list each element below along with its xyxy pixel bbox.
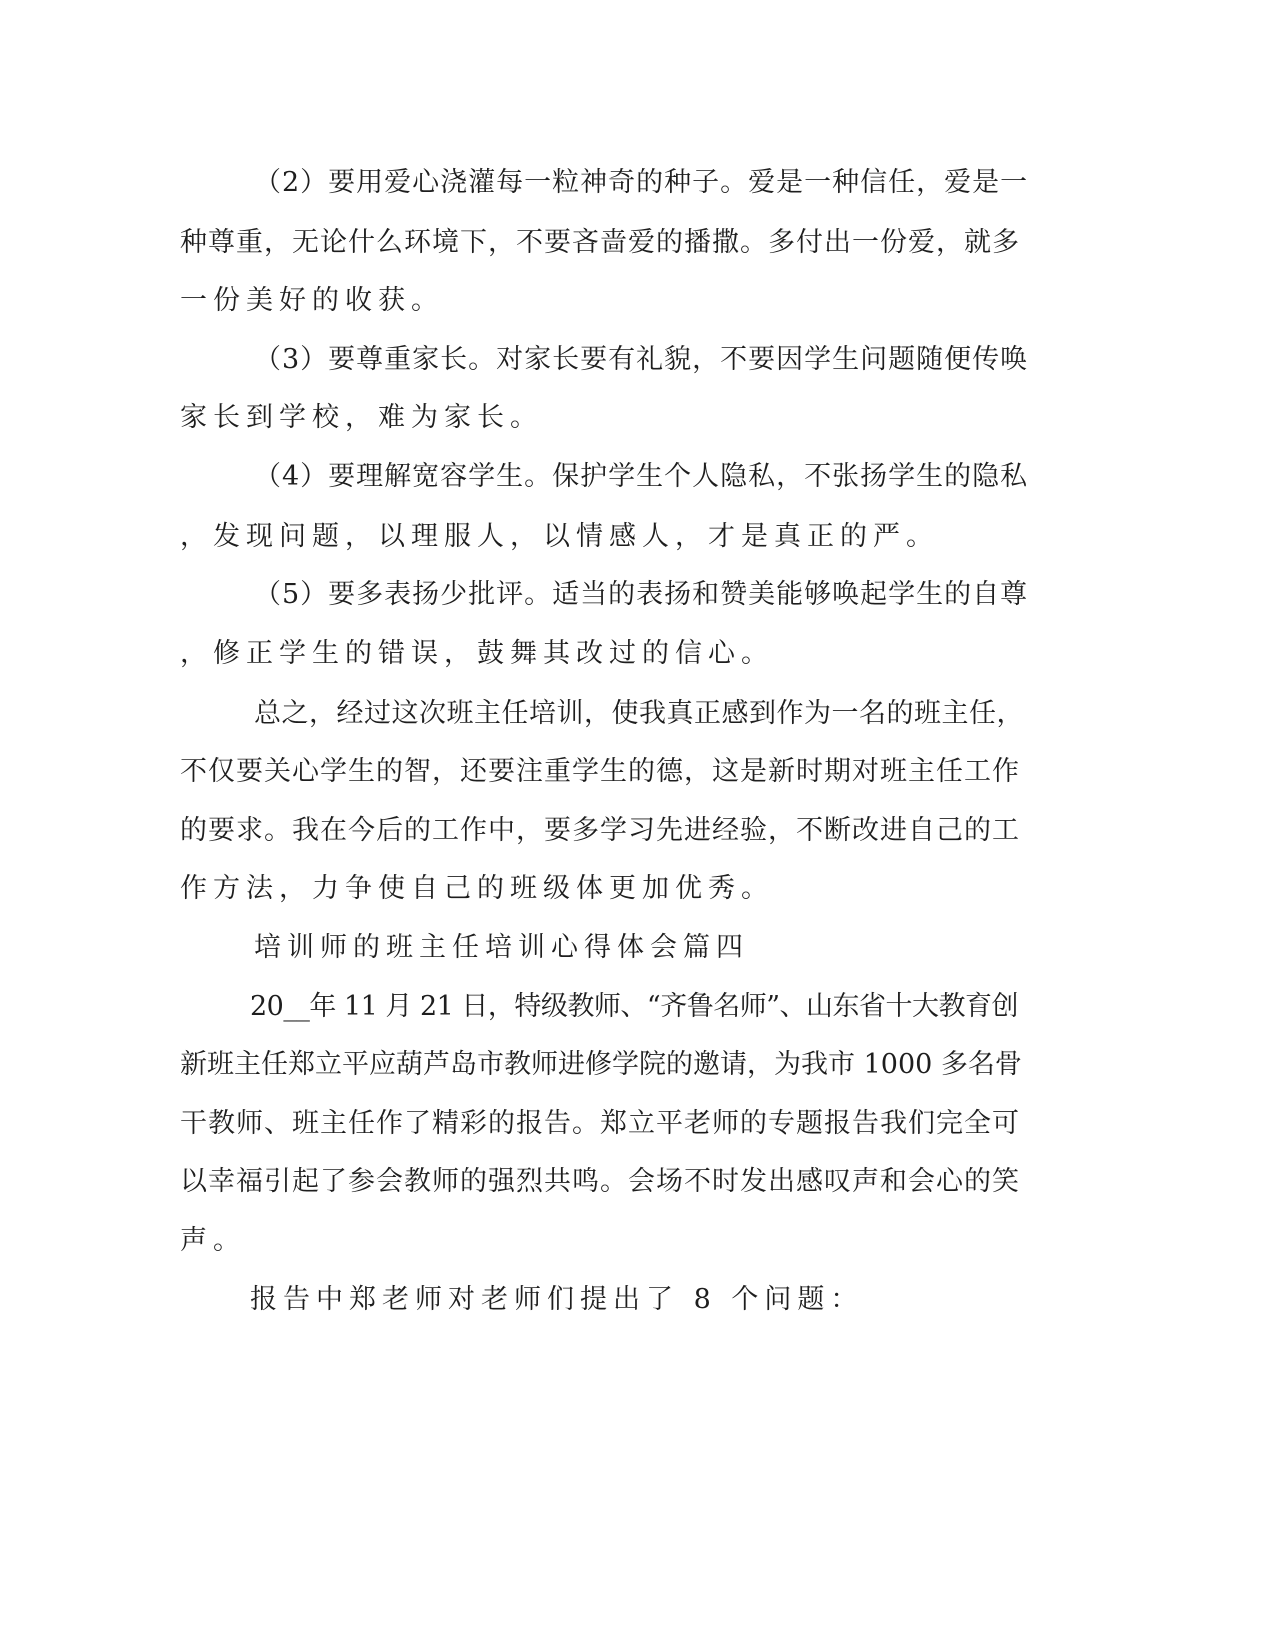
paragraph-line: ，修正学生的错误，鼓舞其改过的信心。 — [180, 638, 774, 669]
paragraph-line: 作方法，力争使自己的班级体更加优秀。 — [180, 873, 774, 904]
paragraph-line: 以幸福引起了参会教师的强烈共鸣。会场不时发出感叹声和会心的笑 — [180, 1166, 1020, 1197]
paragraph-line: 20__年 11 月 21 日，特级教师、“齐鲁名师”、山东省十大教育创 — [250, 991, 1019, 1022]
section-heading: 培训师的班主任培训心得体会篇四 — [254, 932, 749, 963]
paragraph-line: （2）要用爱心浇灌每一粒神奇的种子。爱是一种信任，爱是一 — [254, 167, 1029, 198]
paragraph-line: （3）要尊重家长。对家长要有礼貌，不要因学生问题随便传唤 — [254, 344, 1029, 375]
paragraph-line: 的要求。我在今后的工作中，要多学习先进经验，不断改进自己的工 — [180, 815, 1020, 846]
paragraph-line: 新班主任郑立平应葫芦岛市教师进修学院的邀请，为我市 1000 多名骨 — [180, 1049, 1022, 1080]
paragraph-line: 报告中郑老师对老师们提出了 8 个问题： — [250, 1284, 864, 1315]
paragraph-line: （4）要理解宽容学生。保护学生个人隐私，不张扬学生的隐私 — [254, 461, 1029, 492]
paragraph-line: 家长到学校，难为家长。 — [180, 402, 543, 433]
paragraph-line: 声。 — [180, 1225, 246, 1256]
paragraph-line: 种尊重，无论什么环境下，不要吝啬爱的播撒。多付出一份爱，就多 — [180, 227, 1020, 258]
paragraph-line: 干教师、班主任作了精彩的报告。郑立平老师的专题报告我们完全可 — [180, 1108, 1020, 1139]
paragraph-line: 总之，经过这次班主任培训，使我真正感到作为一名的班主任， — [254, 698, 1024, 729]
paragraph-line: 不仅要关心学生的智，还要注重学生的德，这是新时期对班主任工作 — [180, 756, 1020, 787]
paragraph-line: （5）要多表扬少批评。适当的表扬和赞美能够唤起学生的自尊 — [254, 579, 1029, 610]
paragraph-line: ，发现问题，以理服人，以情感人，才是真正的严。 — [180, 521, 939, 552]
paragraph-line: 一份美好的收获。 — [180, 285, 444, 316]
